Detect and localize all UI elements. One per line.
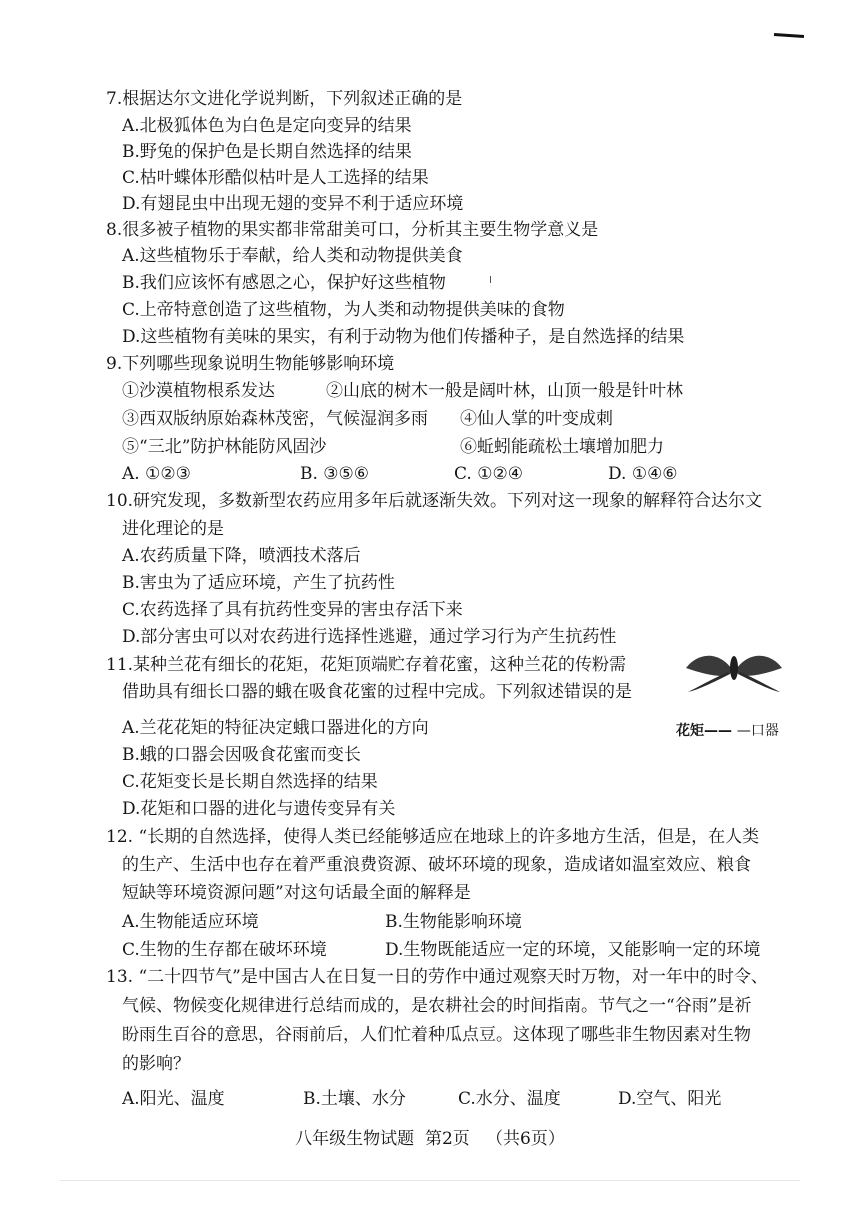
q11-option-b: B.蛾的口器会因吸食花蜜而变长 (122, 745, 361, 765)
q7-option-c: C.枯叶蝶体形酷似枯叶是人工选择的结果 (122, 168, 429, 188)
q7-option-d: D.有翅昆虫中出现无翅的变异不利于适应环境 (122, 194, 464, 214)
q8-option-c: C.上帝特意创造了这些植物，为人类和动物提供美味的食物 (122, 300, 565, 320)
corner-mark (774, 33, 804, 38)
q13-option-a: A.阳光、温度 (122, 1089, 225, 1109)
q12-stem-line2: 的生产、生活中也存在着严重浪费资源、破坏环境的现象，造成诸如温室效应、粮食 (122, 855, 751, 875)
q10-stem-line1: 10.研究发现，多数新型农药应用多年后就逐渐失效。下列对这一现象的解释符合达尔文 (106, 491, 763, 511)
q10-option-a: A.农药质量下降，喷洒技术落后 (122, 546, 361, 566)
page-footer: 八年级生物试题 第2页 （共6页） (295, 1129, 565, 1149)
q13-option-d: D.空气、阳光 (618, 1089, 722, 1109)
q8-stem: 8.很多被子植物的果实都非常甜美可口，分析其主要生物学意义是 (106, 220, 599, 240)
q12-option-a: A.生物能适应环境 (122, 912, 259, 932)
q13-stem-line3: 盼雨生百谷的意思，谷雨前后，人们忙着种瓜点豆。这体现了哪些非生物因素对生物 (122, 1025, 751, 1045)
q9-stem: 9.下列哪些现象说明生物能够影响环境 (106, 354, 395, 374)
orchid-moth-illustration (680, 646, 788, 696)
q8-option-a: A.这些植物乐于奉献，给人类和动物提供美食 (122, 246, 463, 266)
q11-option-c: C.花矩变长是长期自然选择的结果 (122, 772, 378, 792)
q9-option-b: B. ③⑤⑥ (300, 464, 370, 484)
q9-option-c: C. ①②④ (454, 464, 523, 484)
stray-mark (490, 276, 491, 283)
q11-stem-line2: 借助具有细长口器的蛾在吸食花蜜的过程中完成。下列叙述错误的是 (122, 682, 632, 702)
q11-option-d: D.花矩和口器的进化与遗传变异有关 (122, 799, 396, 819)
q12-option-d: D.生物既能适应一定的环境，又能影响一定的环境 (385, 940, 761, 960)
q13-option-c: C.水分、温度 (458, 1089, 561, 1109)
q13-option-b: B.土壤、水分 (303, 1089, 406, 1109)
q9-item-2: ②山底的树木一般是阔叶林，山顶一般是针叶林 (326, 381, 683, 401)
q9-item-4: ④仙人掌的叶变成刺 (460, 409, 613, 429)
q10-option-b: B.害虫为了适应环境，产生了抗药性 (122, 573, 395, 593)
q13-stem-line1: 13. “二十四节气”是中国古人在日复一日的劳作中通过观察天时万物，对一年中的时令、 (106, 967, 768, 987)
q9-item-6: ⑥蚯蚓能疏松土壤增加肥力 (460, 437, 664, 457)
q12-stem-line3: 短缺等环境资源问题”对这句话最全面的解释是 (122, 883, 471, 903)
q13-stem-line4: 的影响？ (122, 1054, 190, 1074)
caption-nectar-spur: 花矩—— (676, 723, 732, 739)
q9-option-d: D. ①④⑥ (608, 464, 678, 484)
bottom-divider (60, 1180, 800, 1181)
q13-stem-line2: 气候、物候变化规律进行总结而成的，是农耕社会的时间指南。节气之一“谷雨”是祈 (122, 996, 752, 1016)
q8-option-d: D.这些植物有美味的果实，有利于动物为他们传播种子，是自然选择的结果 (122, 327, 685, 347)
q9-item-3: ③西双版纳原始森林茂密，气候湿润多雨 (122, 409, 428, 429)
q12-stem-line1: 12. “长期的自然选择，使得人类已经能够适应在地球上的许多地方生活，但是，在人类 (106, 827, 760, 847)
q11-option-a: A.兰花花矩的特征决定蛾口器进化的方向 (122, 718, 429, 738)
q9-item-5: ⑤“三北”防护林能防风固沙 (122, 437, 327, 457)
q11-stem-line1: 11.某种兰花有细长的花矩，花矩顶端贮存着花蜜，这种兰花的传粉需 (106, 655, 627, 675)
q10-option-c: C.农药选择了具有抗药性变异的害虫存活下来 (122, 600, 463, 620)
q7-option-a: A.北极狐体色为白色是定向变异的结果 (122, 116, 412, 136)
q10-option-d: D.部分害虫可以对农药进行选择性逃避，通过学习行为产生抗药性 (122, 627, 617, 647)
q10-stem-line2: 进化理论的是 (122, 519, 224, 539)
caption-mouthpart: —口器 (736, 723, 779, 739)
q12-option-c: C.生物的生存都在破坏环境 (122, 940, 327, 960)
q7-option-b: B.野兔的保护色是长期自然选择的结果 (122, 142, 412, 162)
q7-stem: 7.根据达尔文进化学说判断，下列叙述正确的是 (106, 89, 463, 109)
q8-option-b: B.我们应该怀有感恩之心，保护好这些植物 (122, 273, 446, 293)
q9-item-1: ①沙漠植物根系发达 (122, 381, 275, 401)
q12-option-b: B.生物能影响环境 (385, 912, 522, 932)
q9-option-a: A. ①②③ (122, 464, 191, 484)
illustration-caption (676, 720, 779, 740)
